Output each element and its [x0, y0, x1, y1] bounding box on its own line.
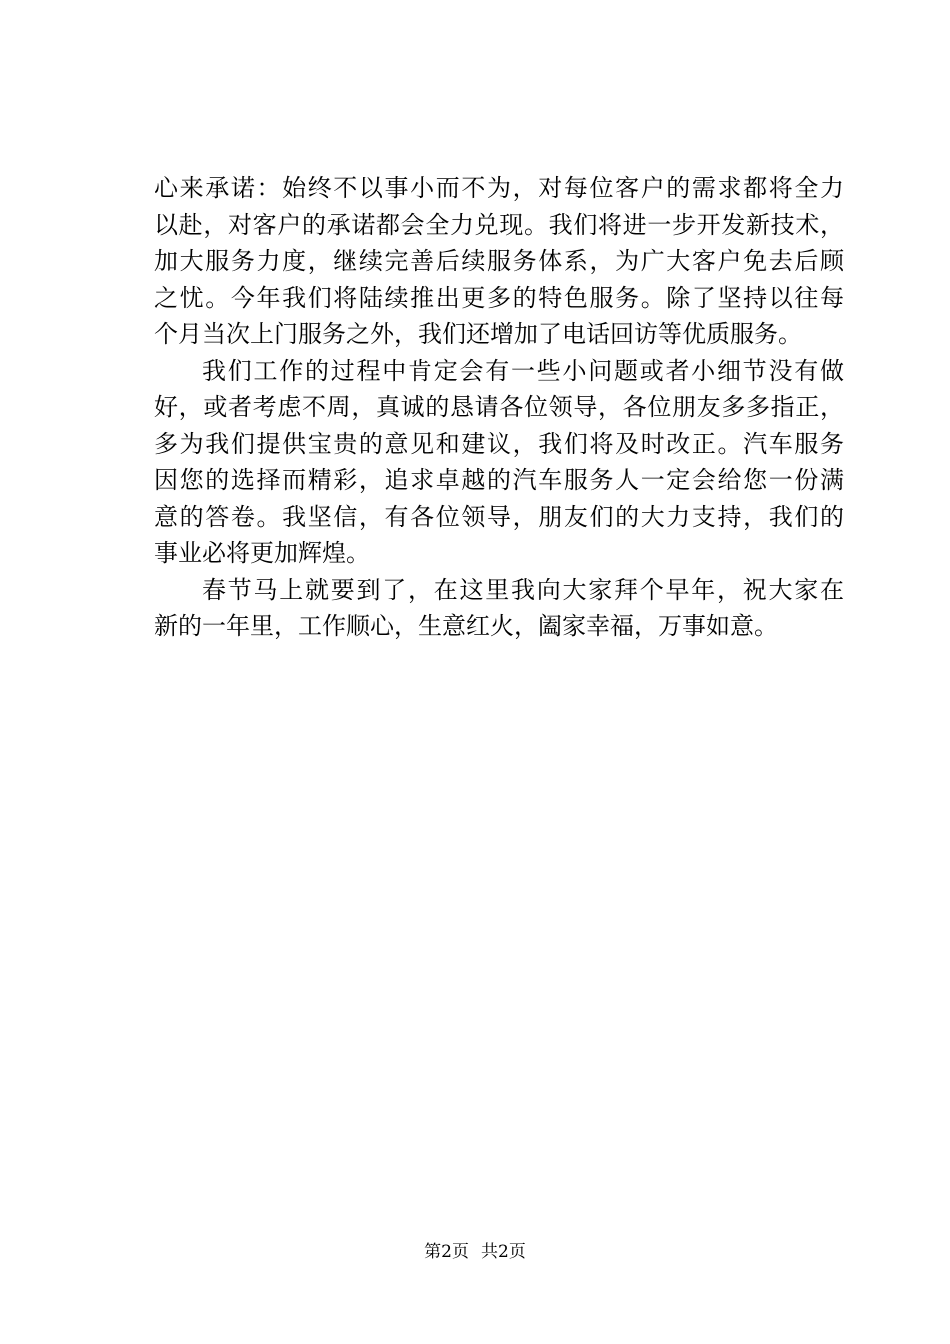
page-total: 共2页 — [481, 1242, 526, 1262]
page-number: 第2页 — [424, 1242, 469, 1262]
paragraph-2-line-2: 好，或者考虑不周，真诚的恳请各位领导，各位朋友多多指正， — [154, 393, 844, 421]
paragraph-1-line-1: 心来承诺：始终不以事小而不为，对每位客户的需求都将全力 — [154, 174, 844, 202]
paragraph-3-line-1: 春节马上就要到了，在这里我向大家拜个早年，祝大家在 — [202, 575, 844, 604]
document-body — [154, 170, 844, 645]
paragraph-2-line-1: 我们工作的过程中肯定会有一些小问题或者小细节没有做 — [202, 356, 844, 385]
paragraph-1-line-3: 加大服务力度，继续完善后续服务体系，为广大客户免去后顾 — [154, 247, 844, 275]
paragraph-1-line-4: 之忧。今年我们将陆续推出更多的特色服务。除了坚持以往每 — [154, 283, 844, 312]
paragraph-2-line-6: 事业必将更加辉煌。 — [154, 539, 370, 567]
paragraph-2-line-4: 因您的选择而精彩，追求卓越的汽车服务人一定会给您一份满 — [154, 466, 844, 494]
paragraph-1-line-2: 以赴，对客户的承诺都会全力兑现。我们将进一步开发新技术， — [154, 210, 844, 239]
page-footer — [0, 1240, 950, 1264]
paragraph-2-line-3: 多为我们提供宝贵的意见和建议，我们将及时改正。汽车服务 — [154, 429, 844, 458]
paragraph-3-line-2: 新的一年里，工作顺心，生意红火，阖家幸福，万事如意。 — [154, 612, 778, 640]
paragraph-2-line-5: 意的答卷。我坚信，有各位领导，朋友们的大力支持，我们的 — [154, 502, 844, 531]
paragraph-1-line-5: 个月当次上门服务之外，我们还增加了电话回访等优质服务。 — [154, 320, 802, 348]
